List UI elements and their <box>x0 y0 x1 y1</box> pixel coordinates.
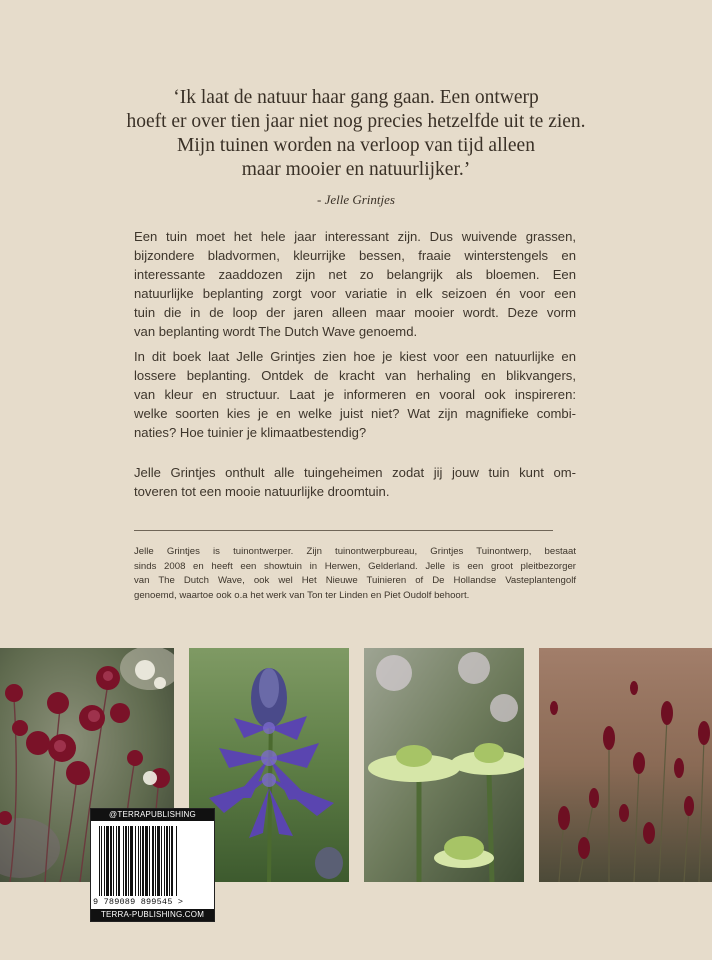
quote-line: hoeft er over tien jaar niet nog precies hetzelfde uit te zien. <box>126 111 586 132</box>
text-line: naties? Hoe tuinier je klimaatbestendig? <box>134 425 367 440</box>
publisher-website: TERRA-PUBLISHING.COM <box>91 909 214 921</box>
text-line: lossere beplanting. Ontdek de kracht van herhaling en blikvangers, <box>134 368 576 383</box>
text-line: tuin die in de loop der jaren alleen maar mooier wordt. Deze vorm <box>134 305 576 320</box>
barcode <box>90 808 215 922</box>
text-line: van kleur en structuur. Laat je informeren en vooral ook inspireren: <box>134 387 576 402</box>
text-line: welke soorten kies je en welke juist niet? Wat zijn magnifieke combi- <box>134 406 576 421</box>
publisher-handle: @TERRAPUBLISHING <box>91 809 214 821</box>
quote-line: ‘Ik laat de natuur haar gang gaan. Een ontwerp <box>173 87 539 108</box>
text-line: In dit boek laat Jelle Grintjes zien hoe je kiest voor een natuurlijke en <box>134 349 576 364</box>
text-line: interessante zaaddozen zijn net zo belangrijk als bloemen. Een <box>134 267 576 282</box>
quote-line: maar mooier en natuurlijker.’ <box>241 159 471 180</box>
bio-line: Jelle Grintjes is tuinontwerper. Zijn tuinontwerpbureau, Grintjes Tuinontwerp, bestaat <box>134 546 576 557</box>
bio-line: sinds 2008 en heeft een showtuin in Herwen, Gelderland. Jelle is een groot pleitbezorger <box>134 560 576 572</box>
bio-line: genoemd, waartoe ook o.a het werk van Ton ter Linden en Piet Oudolf behoort. <box>134 590 470 602</box>
quote-attribution: - Jelle Grintjes <box>317 192 395 207</box>
paragraph-1 <box>134 227 576 341</box>
text-line: natuurlijke beplanting zorgt voor variatie in elk seizoen én voor een <box>134 286 576 301</box>
text-line: van beplanting wordt The Dutch Wave genoemd. <box>134 324 418 339</box>
photo-sanguisorba <box>539 648 712 882</box>
barcode-bars <box>99 826 210 896</box>
photo-echinacea <box>364 648 524 882</box>
author-bio <box>134 545 576 604</box>
paragraph-2 <box>134 347 576 442</box>
quote-block <box>120 86 592 182</box>
text-line: toveren tot een mooie natuurlijke droomtuin. <box>134 484 390 499</box>
text-line: bijzondere bladvormen, kleurrijke bessen, fraaie winterstengels en <box>134 248 576 263</box>
isbn-digits: 9 789089 899545 > <box>93 897 184 907</box>
bio-line: van The Dutch Wave, ook wel Het Nieuwe Tuinieren of De Hollandse Vasteplantengolf <box>134 575 576 587</box>
quote-line: Mijn tuinen worden na verloop van tijd alleen <box>177 135 535 156</box>
text-line: Jelle Grintjes onthult alle tuingeheimen zodat jij jouw tuin kunt om- <box>134 465 576 480</box>
paragraph-3 <box>134 463 576 501</box>
text-line: Een tuin moet het hele jaar interessant zijn. Dus wuivende grassen, <box>134 229 576 244</box>
divider <box>134 530 553 531</box>
